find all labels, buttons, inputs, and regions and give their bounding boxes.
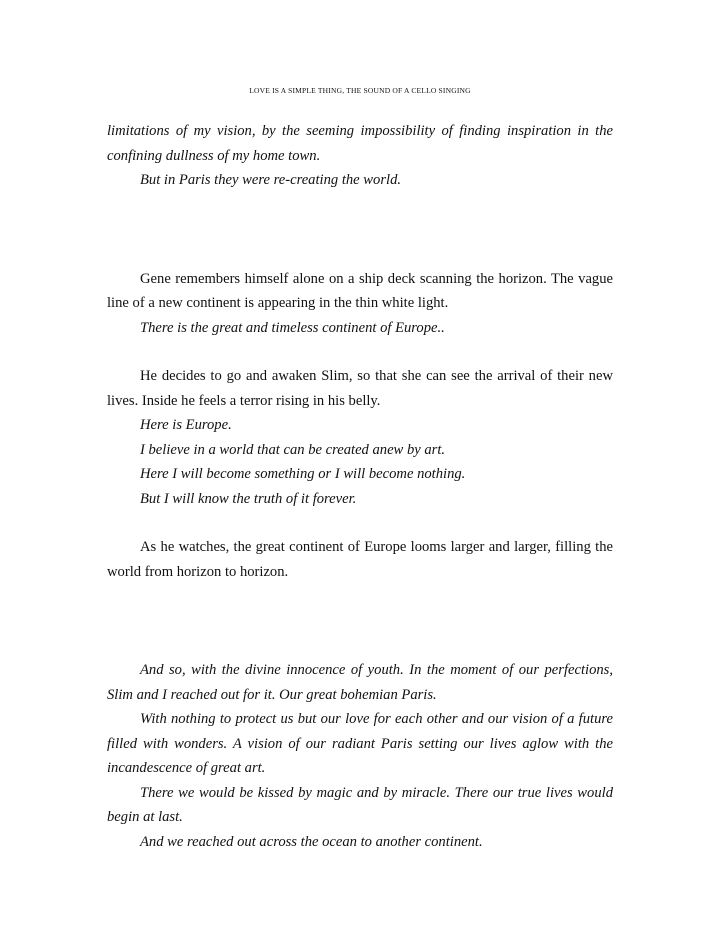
paragraph-awaken-slim: He decides to go and awaken Slim, so that she can see the arrival of their new lives. Inside he feels a terror rising in his belly. <box>107 368 613 409</box>
paragraph-divine-innocence: And so, with the divine innocence of youth. In the moment of our perfections, Slim and I reached out for it. Our great bohemian Paris. <box>107 662 613 703</box>
paragraph-ship-deck: Gene remembers himself alone on a ship deck scanning the horizon. The vague line of a new continent is appearing in the thin white light. <box>107 270 613 311</box>
running-header: LOVE IS A SIMPLE THING, THE SOUND OF A CELLO SINGING <box>249 86 471 95</box>
paragraph-he-watches: As he watches, the great continent of Europe looms larger and larger, filling the world from horizon to horizon. <box>107 539 613 580</box>
paragraph-paris-recreating: But in Paris they were re-creating the world. <box>140 172 402 188</box>
body-text <box>107 119 613 854</box>
paragraph-timeless-europe: There is the great and timeless continent of Europe.. <box>140 319 445 336</box>
paragraph-nothing-to-protect: With nothing to protect us but our love for each other and our vision of a future filled with wonders. A vision of our radiant Paris setting our lives aglow with the incandescence of great art. <box>107 711 613 776</box>
paragraph-become-something: Here I will become something or I will become nothing. <box>140 466 466 482</box>
paragraph-reached-out: And we reached out across the ocean to another continent. <box>140 833 483 850</box>
paragraph-know-truth: But I will know the truth of it forever. <box>140 490 357 507</box>
paragraph-vision: limitations of my vision, by the seeming impossibility of finding inspiration in the confining dullness of my home town. <box>107 123 613 164</box>
paragraph-believe-in-world: I believe in a world that can be created anew by art. <box>140 441 446 458</box>
paragraph-kissed-by-magic: There we would be kissed by magic and by miracle. There our true lives would begin at last. <box>107 784 613 825</box>
paragraph-here-is-europe: Here is Europe. <box>140 417 232 433</box>
